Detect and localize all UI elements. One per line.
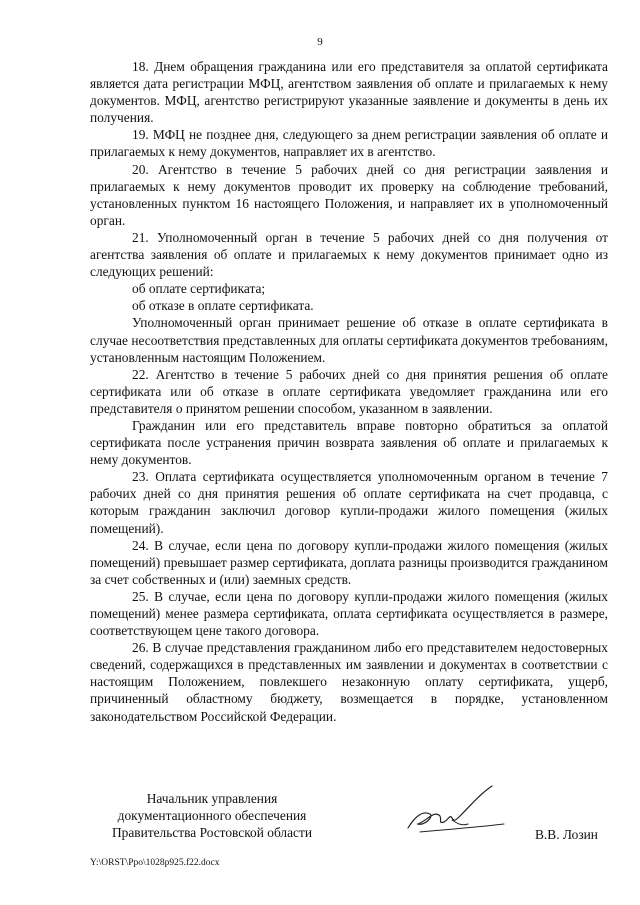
paragraph-19: 19. МФЦ не позднее дня, следующего за днем регистрации заявления об оплате и прилагаемых к нему документов, направляет их в агентство. [90, 127, 608, 160]
signature-block [0, 790, 640, 850]
paragraph-refusal-grounds: Уполномоченный орган принимает решение об отказе в оплате сертификата в случае несоответствия представленных для оплаты сертификата документов требованиям, установленным настоящим Положением. [90, 315, 608, 365]
paragraph-24: 24. В случае, если цена по договору купли-продажи жилого помещения (жилых помещений) превышает размер сертификата, доплата разницы производится гражданином за счет собственных и (или) заемных средств. [90, 537, 608, 587]
signatory-title-line3: Правительства Ростовской области [111, 825, 313, 841]
handwritten-signature [400, 780, 510, 840]
option-refuse: об отказе в оплате сертификата. [132, 298, 314, 314]
paragraph-22: 22. Агентство в течение 5 рабочих дней со дня принятия решения об оплате сертификата или об отказе в оплате сертификата уведомляет гражданина или его представителя о принятом решении способом, указанном в заявлении. [90, 366, 608, 416]
file-path-footer: Y:\ORST\Ppo\1028p925.f22.docx [90, 858, 220, 868]
signatory-title [92, 790, 332, 841]
paragraph-18: 18. Днем обращения гражданина или его представителя за оплатой сертификата является дата регистрации МФЦ, агентством заявления об оплате и прилагаемых к нему документов. МФЦ, агентство регистрируют указанные заявление и документы в день их получения. [90, 59, 608, 126]
paragraph-26: 26. В случае представления гражданином либо его представителем недостоверных сведений, содержащихся в представленных им заявлении и документах в соответствии с настоящим Положением, повлекшего незаконную оплату сертификата, ущерб, причиненный областному бюджету, возмещается в порядке, установленном законодательством Российской Федерации. [90, 640, 608, 724]
paragraph-21: 21. Уполномоченный орган в течение 5 рабочих дней со дня получения от агентства заявления об оплате и прилагаемых к нему документов принимает одно из следующих решений: [90, 229, 608, 280]
signatory-title-line1: Начальник управления [146, 791, 278, 806]
paragraph-reapply: Гражданин или его представитель вправе повторно обратиться за оплатой сертификата после устранения причин возврата заявления об оплате и прилагаемых к нему документов. [90, 417, 608, 468]
signatory-title-line2: документационного обеспечения [117, 808, 307, 824]
paragraph-25: 25. В случае, если цена по договору купли-продажи жилого помещения (жилых помещений) менее размера сертификата, оплата сертификата осуществляется в размере, соответствующем цене такого договора. [90, 588, 608, 639]
document-body [90, 58, 608, 725]
paragraph-20: 20. Агентство в течение 5 рабочих дней со дня регистрации заявления и прилагаемых к нему документов проводит их проверку на соблюдение требований, установленных пунктом 16 настоящего Положения, и направляет их в уполномоченный орган. [90, 161, 608, 228]
signatory-name: В.В. Лозин [535, 827, 598, 842]
page-number: 9 [317, 36, 323, 48]
option-pay: об оплате сертификата; [132, 281, 266, 297]
paragraph-23: 23. Оплата сертификата осуществляется уполномоченным органом в течение 7 рабочих дней со дня принятия решения об оплате сертификата на счет продавца, с которым гражданин заключил договор купли-продажи жилого помещения (жилых помещений). [90, 469, 608, 536]
